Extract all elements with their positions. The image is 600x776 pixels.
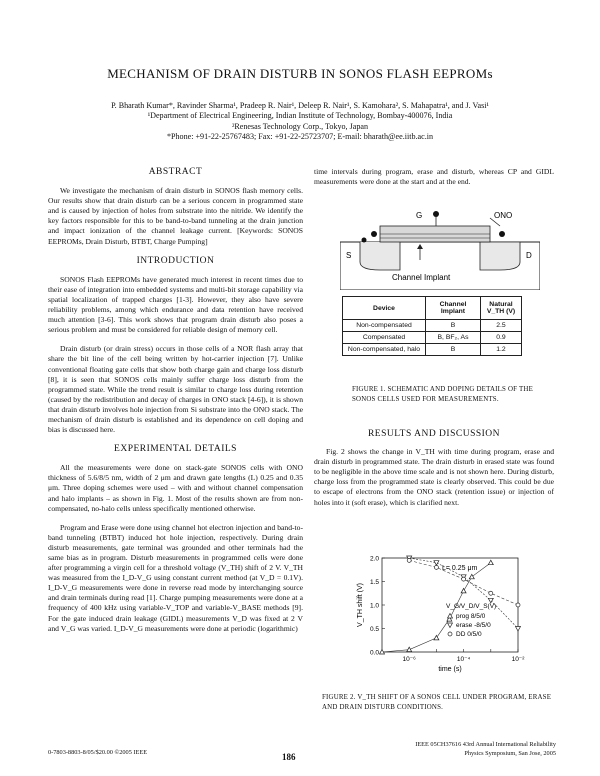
y-axis-label: V_TH shift (V) [357,583,364,627]
source-label: S [346,251,352,260]
legend-title: V_G/V_D/V_S(V) [446,603,497,610]
data-point [434,561,439,566]
data-point [434,635,439,640]
data-point [407,558,411,562]
experimental-heading: EXPERIMENTAL DETAILS [114,444,237,455]
data-point [434,565,438,569]
table-row [343,320,522,332]
fig2-chart [352,552,528,680]
table-header: Natural V_TH (V) [481,297,522,320]
footer-right-line-2: Physics Symposium, San Jose, 2005 [464,750,556,757]
y-tick-label: 1.0 [369,602,379,610]
left-column [48,167,303,643]
data-point [407,647,412,652]
table-cell: B [426,344,481,356]
legend-marker [448,632,452,636]
body-terminal [362,238,367,243]
right-column-top-text [314,167,554,187]
affiliation-1: ¹Department of Electrical Engineering, Indian Institute of Technology, Bombay-400076, India [147,111,453,121]
drain-label: D [526,251,532,260]
table-header: Channel Implant [426,297,481,320]
x-tick-label: 10⁻⁴ [456,656,471,663]
results-paragraph-1: Fig. 2 shows the change in V_TH with time during program, erase and drain disturb in programmed state. The drain disturb in erased state was found to be negligible in the above time scale and is not shown here. During disturb, charge loss from the programmed state is clearly observed. This could be due to escape of electrons from the ONO stack (retention issue) or injection of holes into it (soft erase), which is clarified next. [314,447,554,507]
affiliation-2: ²Renesas Technology Corp., Tokyo, Japan [231,121,369,131]
data-point [488,560,493,565]
legend-marker [448,623,453,628]
footer-right-line-1: IEEE 05CH37616 43rd Annual International Reliability [415,741,556,748]
table-cell: 2.5 [481,320,522,332]
table-cell: Compensated [343,332,426,344]
table-cell: 1.2 [481,344,522,356]
table-header-row [343,297,522,320]
gate-terminal [433,211,439,217]
x-tick-label: 10⁻² [511,656,525,663]
y-tick-label: 2.0 [369,555,379,563]
data-point [469,574,474,579]
continued-text: time intervals during program, erase and disturb, whereas CP and GIDL measurements were done at the start and at the end. [314,167,554,187]
abstract-text: We investigate the mechanism of drain disturb in SONOS flash memory cells. Our results show that drain disturb can be a serious concern in programmed state and is caused by injection of holes from substrate into the nitride. We identify the key factors responsible for this to be band-to-band tunneling at the drain junction and impact ionization of the channel leakage current. [Keywords: SONOS EEPROMs, Drain Disturb, BTBT, Charge Pumping] [48,186,303,246]
intro-paragraph-1: SONOS Flash EEPROMs have generated much interest in recent times due to their ease of integration into embedded systems and multi-bit storage capability via spatial localization of trapped charges [1-3]. However, they also have severe reliability problems, among which endurance and data retention have received much attention [3-6]. This work shows that program drain disturb also poses a serious problem and must be considered for reliable design of memory cell. [48,274,303,335]
data-point [489,591,493,595]
table-cell: Non-compensated, halo [343,344,426,356]
table-row [343,344,522,356]
fig1-caption: FIGURE 1. SCHEMATIC AND DOPING DETAILS OF THE SONOS CELLS USED FOR MEASUREMENTS. [352,386,533,403]
chart-axes [357,556,525,674]
data-point [516,627,521,632]
legend-label: prog 8/5/0 [456,613,486,620]
data-point [516,603,520,607]
y-tick-label: 1.5 [369,579,379,586]
table-cell: B, BF₂, As [426,332,481,344]
intro-paragraph-2: Drain disturb (or drain stress) occurs in those cells of a NOR flash array that share the bit line of the cell being written by hot-carrier injection [7]. Unlike conventional floating gate cells that show both charge gain and charge loss disturb [8], it is seen that SONOS cells mainly suffer charge loss disturb from the programmed state. While the trend result is similar to charge loss during retention (caused by the redistribution and decay of charges in ONO stack [4-6]), it is shown that drain disturb involves hole injection from Si substrate into the ONO stack. The mechanism of drain disturb is established and its dependence on cell doping and bias is discussed here. [48,344,303,435]
implant-label: Channel Implant [392,273,451,282]
drain-terminal [499,231,505,237]
drain-region [480,242,520,270]
author-names: P. Bharath Kumar*, Ravinder Sharma¹, Pradeep R. Nair¹, Deleep R. Nair¹, S. Kamohara², S. Mahapatra¹, and J. Vasi¹ [111,101,489,110]
y-tick-label: 0.0 [369,649,379,657]
gate-label: G [416,211,423,220]
results-heading: RESULTS AND DISCUSSION [367,429,501,439]
fig1-schematic [340,208,540,290]
y-tick-label: 0.5 [369,626,379,633]
table-cell: 0.9 [481,332,522,344]
table-cell: Non-compensated [343,320,426,332]
right-column-results [314,429,554,517]
intro-heading: INTRODUCTION [136,255,215,266]
ono-label: ONO [494,211,513,220]
legend-label: DD 0/5/0 [456,631,482,638]
fig2-caption: FIGURE 2. V_TH SHIFT OF A SONOS CELL UNDER PROGRAM, ERASE AND DRAIN DISTURB CONDITIONS. [322,694,552,711]
abstract-heading: ABSTRACT [148,167,203,177]
footer-right [396,740,556,758]
author-block [40,101,560,143]
data-point [462,577,466,581]
table-header: Device [343,297,426,320]
page-number: 186 [282,752,296,762]
table-row [343,332,522,344]
legend-label: erase -8/5/0 [456,622,491,629]
contact-line: *Phone: +91-22-25767483; Fax: +91-22-25723707; E-mail: bharath@ee.iitb.ac.in [166,132,434,142]
fig1-table [342,296,522,356]
data-point [461,588,466,593]
footer-left: 0-7803-8803-8/05/$20.00 ©2005 IEEE [48,749,148,756]
experimental-paragraph-1: All the measurements were done on stack-gate SONOS cells with ONO thickness of 5.6/8/5 nm, width of 2 μm and drawn gate lengths (L) 0.25 and 0.35 μm. Three doping schemes were used – with and without channel compensation and halo implants – as shown in Fig. 1. Most of the results shown are from non-compensated, no-halo cells unless specifically mentioned otherwise. [48,463,303,513]
source-terminal [371,231,377,237]
paper-title: MECHANISM OF DRAIN DISTURB IN SONOS FLASH EEPROMs [107,66,493,81]
experimental-paragraph-2: Program and Erase were done using channel hot electron injection and band-to-band tunneling (BTBT) induced hot hole injection, respectively. During drain disturb measurements, gate terminal was grounded and other terminals had the same bias as in program. Disturb measurements in programmed cells were done after programming a virgin cell for a threshold voltage (V_TH) shift of 2 V. V_TH was measured from the I_D-V_G using constant current method (at V_D = 0.1V). I_D-V_G measurements were done in reverse read mode by interchanging source and drain terminals during read [1]. Charge pumping measurements were done at a frequency of 400 kHz using variable-V_TOP and variable-V_BASE methods [9]. For the gate induced drain leakage (GIDL) measurements V_D was fixed at 2 V and V_G was varied. I_D-V_G measurements were done at periodic (logarithmic) [48,522,303,633]
x-axis-label: time (s) [438,666,462,673]
fig2-annotation: L= 0.25 μm [442,565,478,572]
chart-legend [448,613,492,638]
table-cell: B [426,320,481,332]
x-tick-label: 10⁻⁶ [402,656,416,663]
